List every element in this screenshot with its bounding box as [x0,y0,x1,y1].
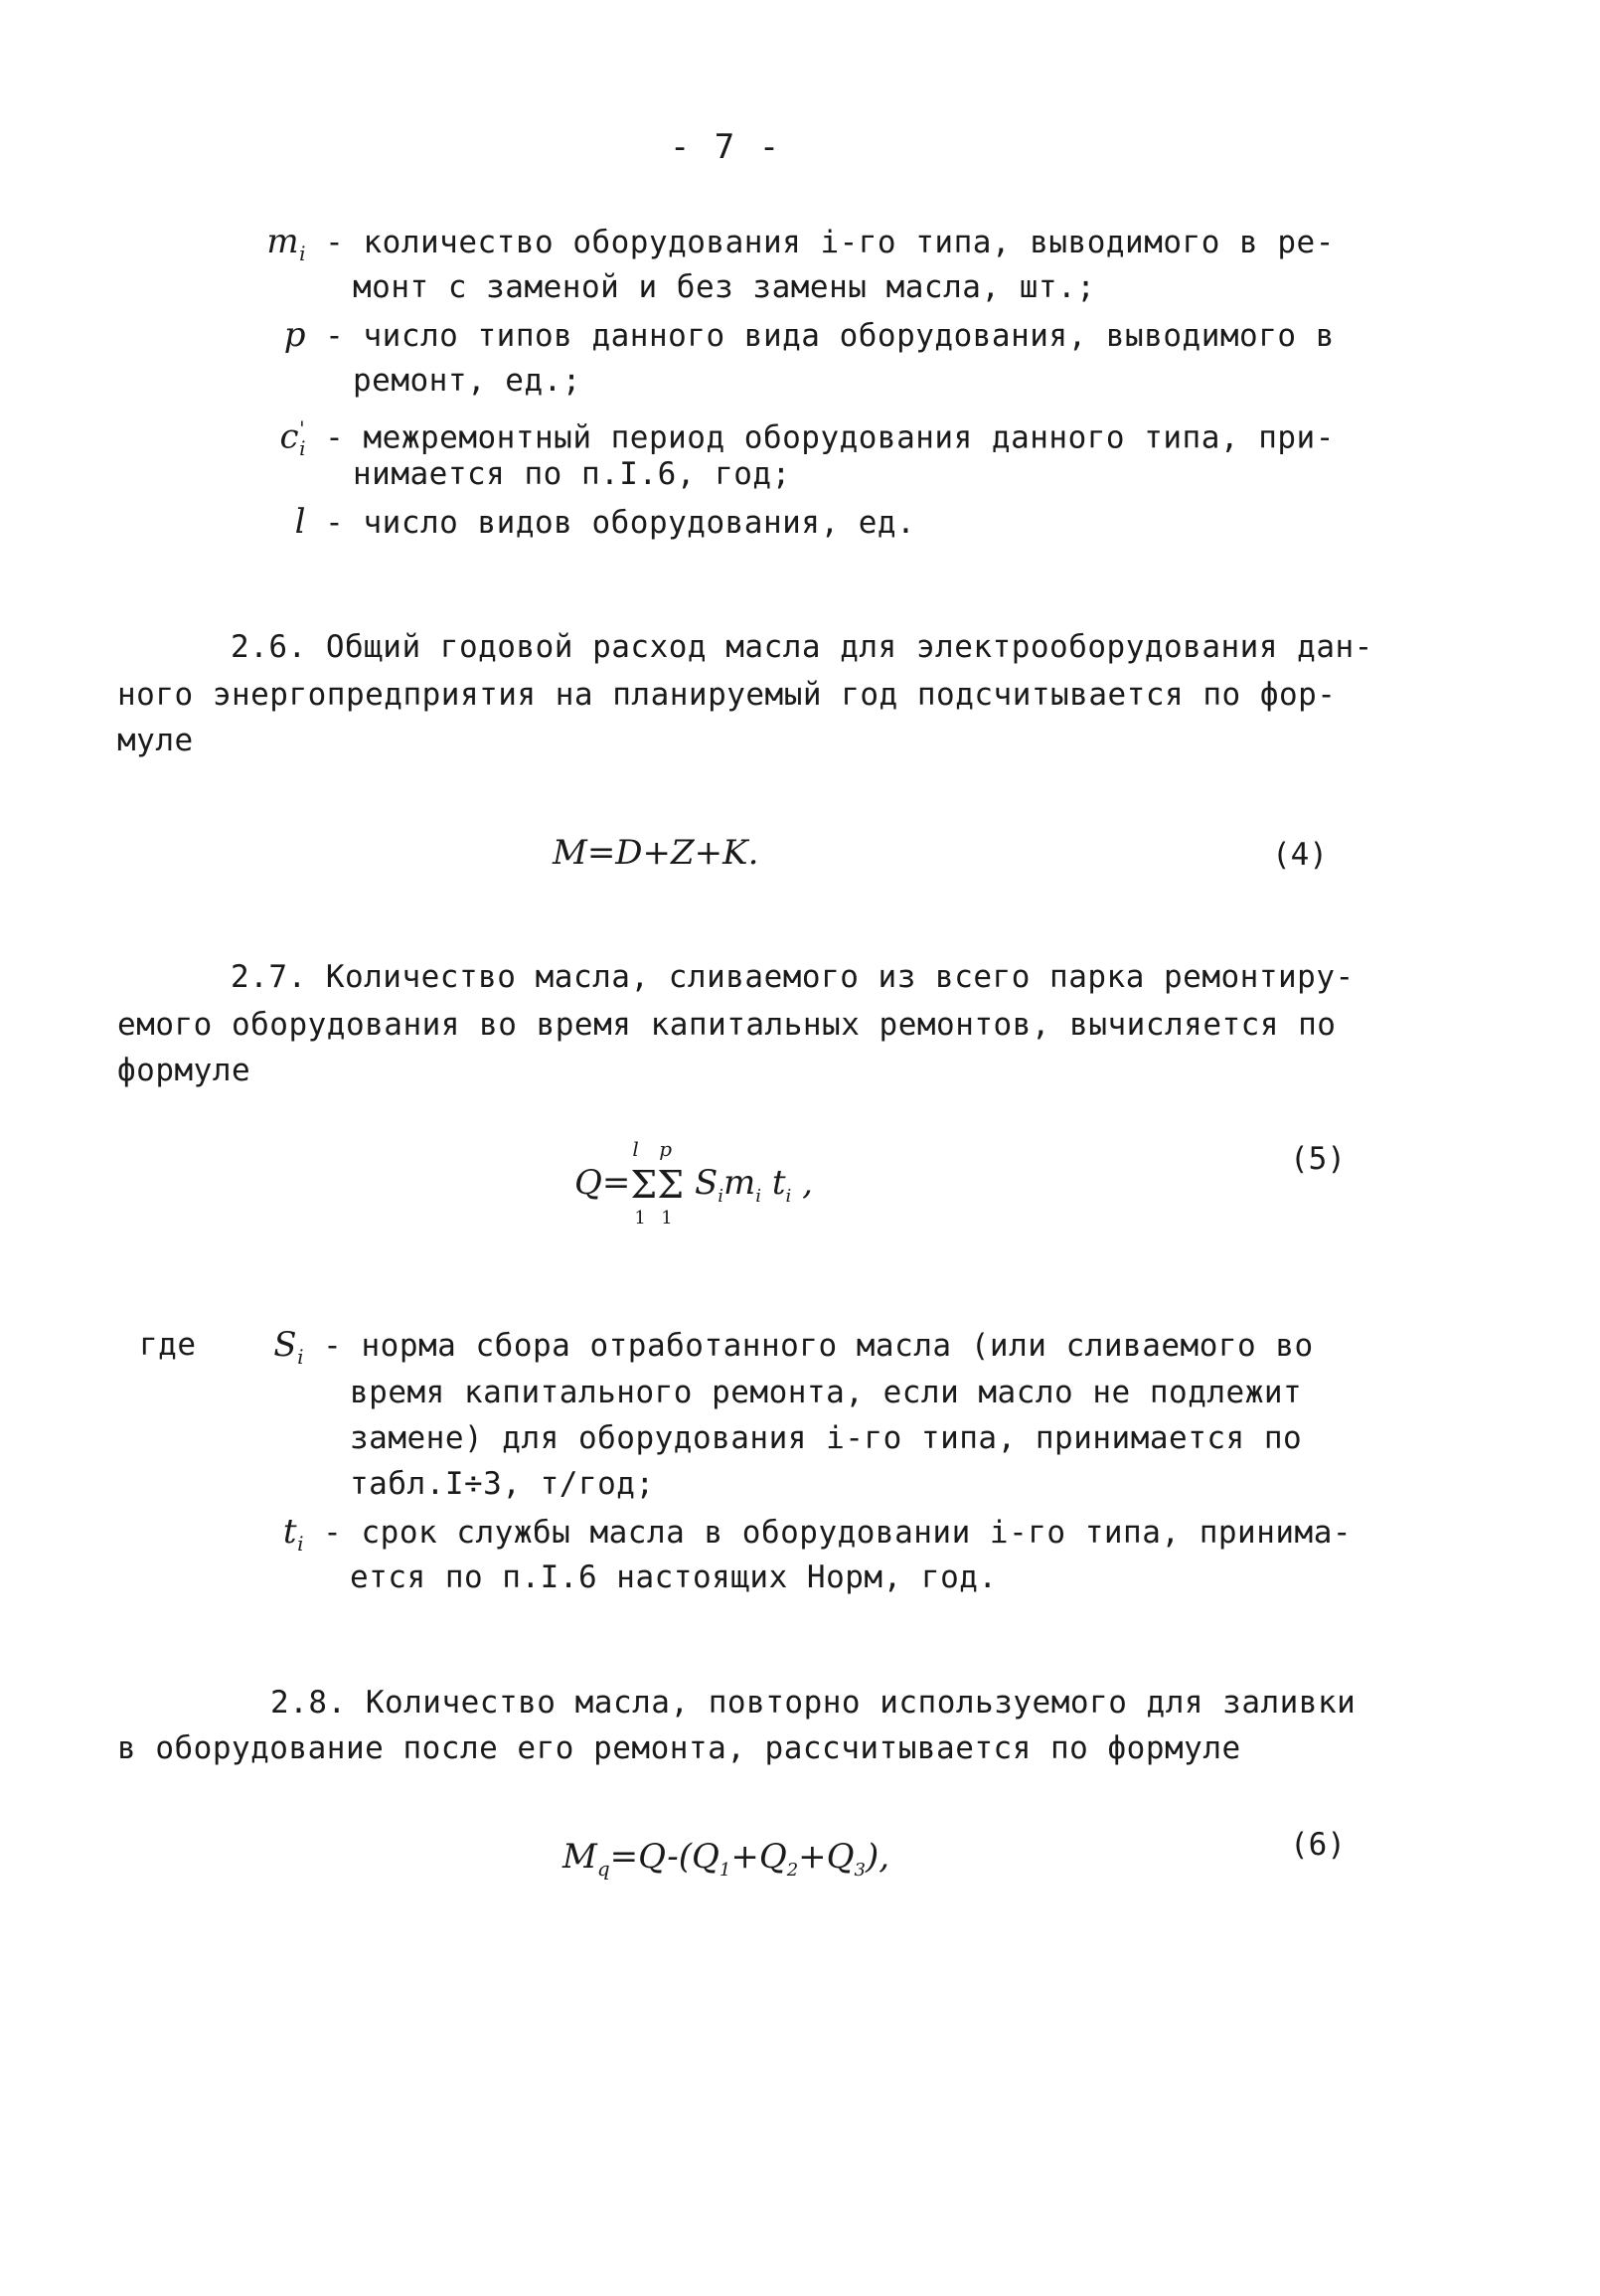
formula-number-5: (5) [1290,1141,1346,1177]
definition-s-i-cont: табл.I÷3, т/год; [350,1466,655,1502]
symbol-c-i: $c'_i$ [279,416,306,461]
sum-symbol: p Σ 1 [657,1137,685,1229]
definition-t-i: $t_i$ - срок службы масла в оборудовании i-го типа, принима- [256,1509,1352,1566]
definition-l: l - число видов оборудования, ед. [246,499,915,546]
symbol-l: l [294,502,306,542]
definition-s-i: $S_i$ - норма сбора отработанного масла (или сливаемого во [256,1322,1314,1380]
definition-c-i-cont: нимается по п.I.6, год; [353,456,791,492]
definition-s-i-cont: замене) для оборудования i-го типа, принимается по [350,1420,1303,1456]
formula-4: M=D+Z+K. [553,833,759,873]
symbol-m-i: $m_i$ [266,222,306,265]
definition-m-i: $m_i$ - количество оборудования i-го типа, выводимого в ре- [246,219,1335,276]
symbol-t-i: $t_i$ [282,1512,304,1556]
page-number: - 7 - [669,127,782,167]
formula-5: Q= l Σ 1 p Σ 1 $S_im_i$ $t_i$ , [574,1137,813,1229]
paragraph-line: ного энергопредприятия на планируемый год подсчитывается по фор- [117,677,1337,713]
paragraph-line: емого оборудования во время капитальных ремонтов, вычисляется по [117,1007,1337,1043]
definition-s-i-cont: время капитального ремонта, если масло не подлежит [350,1375,1303,1410]
paragraph-line: 2.7. Количество масла, сливаемого из всего парка ремонтиру- [231,959,1355,995]
symbol-p: p [283,315,306,355]
definition-p-cont: ремонт, ед.; [353,363,581,399]
paragraph-line: 2.8. Количество масла, повторно используемого для заливки [270,1685,1357,1721]
formula-6: $M_q=Q-(Q_1+Q_2+Q_3)$, [562,1837,890,1881]
symbol-s-i: $S_i$ [273,1325,304,1369]
paragraph-line: муле [117,723,194,758]
definition-c-i: $c'_i$ - межремонтный период оборудования данного типа, при- [246,406,1335,471]
sum-symbol: l Σ 1 [630,1137,658,1229]
formula-number-4: (4) [1272,837,1328,873]
definition-t-i-cont: ется по п.I.6 настоящих Норм, год. [350,1559,998,1595]
paragraph-line: в оборудование после его ремонта, рассчитывается по формуле [117,1730,1241,1766]
paragraph-line: формуле [117,1053,251,1088]
paragraph-line: 2.6. Общий годовой расход масла для электрооборудования дан- [231,629,1373,665]
definition-m-i-cont: монт с заменой и без замены масла, шт.; [353,269,1096,305]
definition-p: p - число типов данного вида оборудования, выводимого в [246,312,1335,359]
formula-number-6: (6) [1290,1827,1346,1863]
where-label: где [139,1327,197,1363]
